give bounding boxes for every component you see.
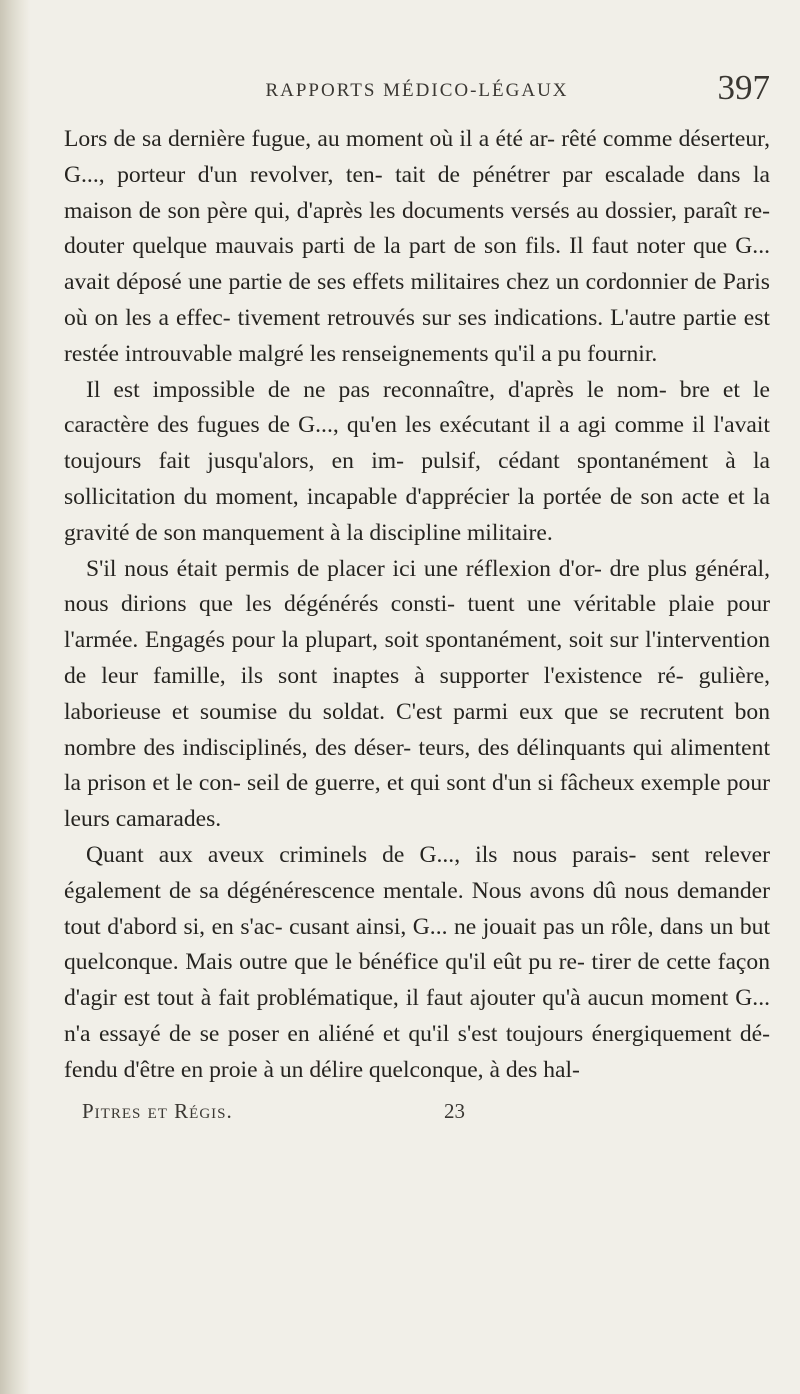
binding-shadow <box>0 0 30 1394</box>
text-line: Il est impossible de ne pas reconnaître, d'après le nom- <box>86 376 667 403</box>
text-line: douter quelque mauvais parti de la part de son fils. Il <box>64 233 584 260</box>
text-line: teurs, des délinquants qui alimentent la prison et le con- <box>64 734 771 797</box>
text-line: pulsif, cédant spontanément à la sollicitation du moment, <box>64 448 771 510</box>
printer-signature: Pitres et Régis. <box>82 1098 233 1123</box>
page-footer <box>64 1093 770 1133</box>
text-line: tait de pénétrer par escalade dans la maison de son père <box>64 161 770 224</box>
text-line: incapable d'apprécier la portée de son acte et la gravité <box>64 483 770 546</box>
text-line: quelconque. Mais outre que le bénéfice qu'il eût pu re- <box>64 949 585 976</box>
text-line: Lors de sa dernière fugue, au moment où il a été ar- <box>64 126 555 152</box>
text-line: leur famille, ils sont inaptes à supporter l'existence ré- <box>101 662 684 689</box>
text-line: cusant ainsi, G... ne jouait pas un rôle, dans un but <box>289 913 771 940</box>
text-line: tivement retrouvés sur ses indications. L'autre partie <box>237 304 737 331</box>
text-line: plupart, soit spontanément, soit sur l'intervention de <box>64 627 770 689</box>
running-title: RAPPORTS MÉDICO-LÉGAUX <box>265 80 569 101</box>
text-line: faut noter que G... avait déposé une partie de ses effets <box>64 233 770 296</box>
text-line: tirer de cette façon d'agir est tout à fait problématique, <box>64 949 770 1012</box>
text-line: sent relever également de sa dégénérescence mentale. <box>64 841 770 904</box>
body-text <box>64 122 770 1089</box>
text-line: pu fournir. <box>557 340 658 367</box>
text-line: fendu d'être en proie à un délire quelconque, à des hal- <box>64 1056 580 1083</box>
paragraph-degenerates <box>64 552 770 838</box>
text-line: qui, d'après les documents versés au dossier, paraît re- <box>254 197 770 224</box>
text-line: il a agi comme il l'avait toujours fait jusqu'alors, en im- <box>64 412 770 475</box>
signature-number: 23 <box>444 1098 465 1123</box>
page-number: 397 <box>717 68 770 107</box>
paragraph-confessions <box>64 838 770 1089</box>
text-line: Nous avons dû nous demander tout d'abord si, en s'ac- <box>64 877 770 940</box>
text-line: tuent une véritable plaie pour l'armée. Engagés pour la <box>64 591 770 654</box>
paragraph-arrest <box>64 122 770 373</box>
text-line: est restée introuvable malgré les renseignements qu'il a <box>64 304 770 367</box>
paragraph-impulsive <box>64 373 770 552</box>
text-line: que se recrutent bon nombre des indisciplinés, des déser- <box>64 698 770 761</box>
text-line: leurs camarades. <box>64 806 222 833</box>
book-page <box>64 68 770 1133</box>
text-line: dre plus général, nous dirions que les dégénérés consti- <box>64 555 770 618</box>
running-header <box>64 68 770 108</box>
text-line: S'il nous était permis de placer ici une réflexion d'or- <box>86 555 602 582</box>
text-line: poser en aliéné et qu'il s'est toujours énergiquement dé- <box>227 1020 770 1047</box>
text-line: rêté comme déserteur, G..., porteur d'un revolver, ten- <box>64 126 770 188</box>
text-line: gulière, laborieuse et soumise du soldat. C'est parmi eux <box>64 662 770 725</box>
text-line: il faut ajouter qu'à aucun moment G... n'a essayé de se <box>64 985 771 1047</box>
text-line: seil de guerre, et qui sont d'un si fâcheux exemple pour <box>247 770 770 797</box>
text-line: militaires chez un cordonnier de Paris où on les a effec- <box>64 269 770 331</box>
text-line: bre et le caractère des fugues de G..., qu'en les exécutant <box>64 376 770 439</box>
text-line: de son manquement à la discipline militaire. <box>135 519 553 546</box>
text-line: Quant aux aveux criminels de G..., ils nous parais- <box>86 841 637 868</box>
